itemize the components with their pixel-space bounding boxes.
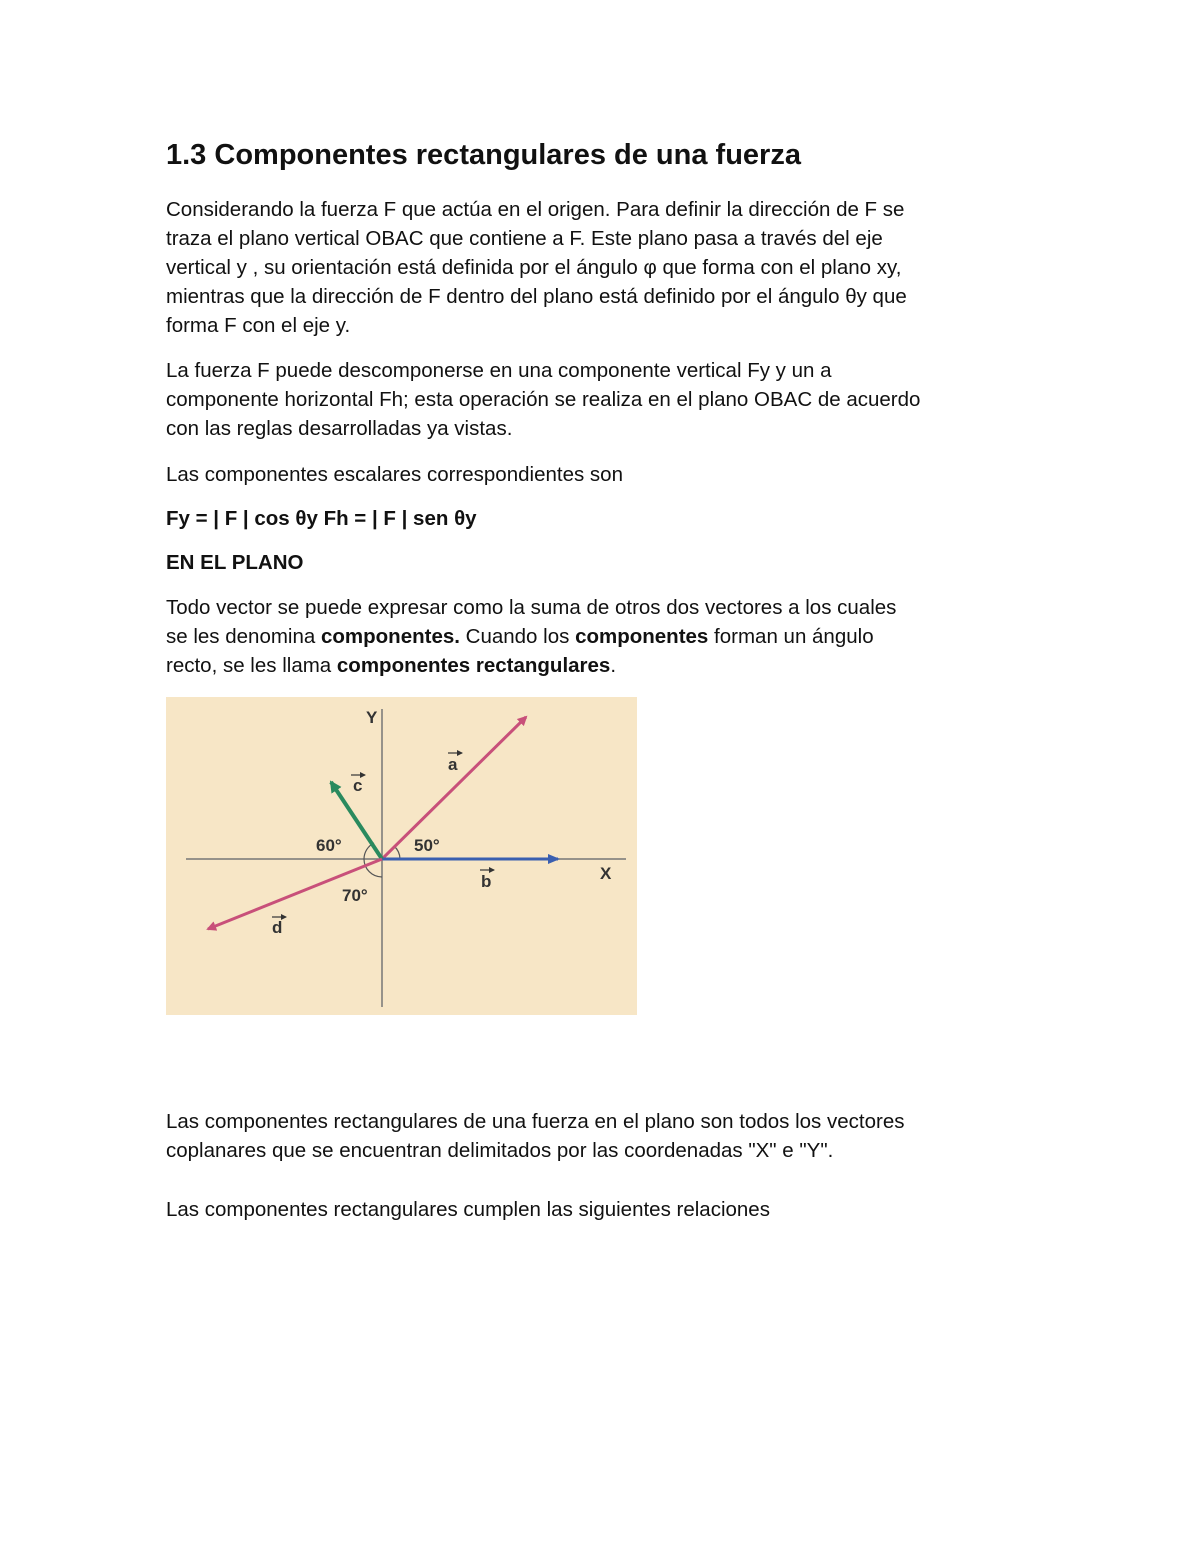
paragraph-line: La fuerza F puede descomponerse en una componente vertical Fy y un a <box>166 359 832 382</box>
paragraph-scalar-components: Las componentes escalares correspondientes son <box>166 463 623 486</box>
paragraph-relations: Las componentes rectangulares cumplen las siguientes relaciones <box>166 1198 770 1221</box>
paragraph-line: forma F con el eje y. <box>166 314 351 337</box>
bold-term: componentes rectangulares <box>336 654 611 677</box>
bold-term: componentes <box>575 625 709 648</box>
paragraph-text: forman un ángulo <box>708 625 874 648</box>
paragraph-line: Considerando la fuerza F que actúa en el origen. Para definir la dirección de F se <box>166 198 905 221</box>
paragraph-text: recto, se les llama <box>166 654 337 677</box>
paragraph-line: con las reglas desarrolladas ya vistas. <box>166 417 513 440</box>
paragraph-coplanar <box>166 1107 1056 1165</box>
vector-diagram-svg <box>166 697 637 1015</box>
axis-x-label: X <box>600 864 612 883</box>
angle-a-label: 50° <box>414 836 440 855</box>
paragraph-line: traza el plano vertical OBAC que contiene a F. Este plano pasa a través del eje <box>166 227 883 250</box>
paragraph-line: mientras que la dirección de F dentro del plano está definido por el ángulo θy que <box>166 285 907 308</box>
paragraph-vector-sum <box>166 593 1056 680</box>
paragraph-line: Las componentes rectangulares de una fuerza en el plano son todos los vectores <box>166 1110 905 1133</box>
paragraph-line: vertical y , su orientación está definida por el ángulo φ que forma con el plano xy, <box>166 256 902 279</box>
vector-diagram <box>166 697 637 1015</box>
paragraph-line: coplanares que se encuentran delimitados por las coordenadas "X" e "Y". <box>166 1139 834 1162</box>
section-heading: 1.3 Componentes rectangulares de una fuerza <box>166 139 801 171</box>
paragraph-decomposition <box>166 356 1056 443</box>
angle-d-label: 70° <box>342 886 368 905</box>
vector-d-label: d <box>272 918 283 937</box>
bold-term: componentes. <box>320 625 460 648</box>
vector-b-label: b <box>481 872 492 891</box>
vector-c-label: c <box>353 776 363 795</box>
paragraph-definition <box>166 195 1056 340</box>
vector-a-label: a <box>448 755 458 774</box>
paragraph-line: Todo vector se puede expresar como la suma de otros dos vectores a los cuales <box>166 596 897 619</box>
paragraph-text: . <box>610 654 617 677</box>
paragraph-text: Cuando los <box>459 625 576 648</box>
axis-y-label: Y <box>366 708 378 727</box>
angle-c-label: 60° <box>316 836 342 855</box>
paragraph-line: componente horizontal Fh; esta operación se realiza en el plano OBAC de acuerdo <box>166 388 921 411</box>
vector-a-arrow <box>382 717 526 859</box>
equation-components: Fy = | F | cos θy Fh = | F | sen θy <box>166 507 477 530</box>
paragraph-text: se les denomina <box>166 625 321 648</box>
subheading-plane: EN EL PLANO <box>166 551 304 574</box>
